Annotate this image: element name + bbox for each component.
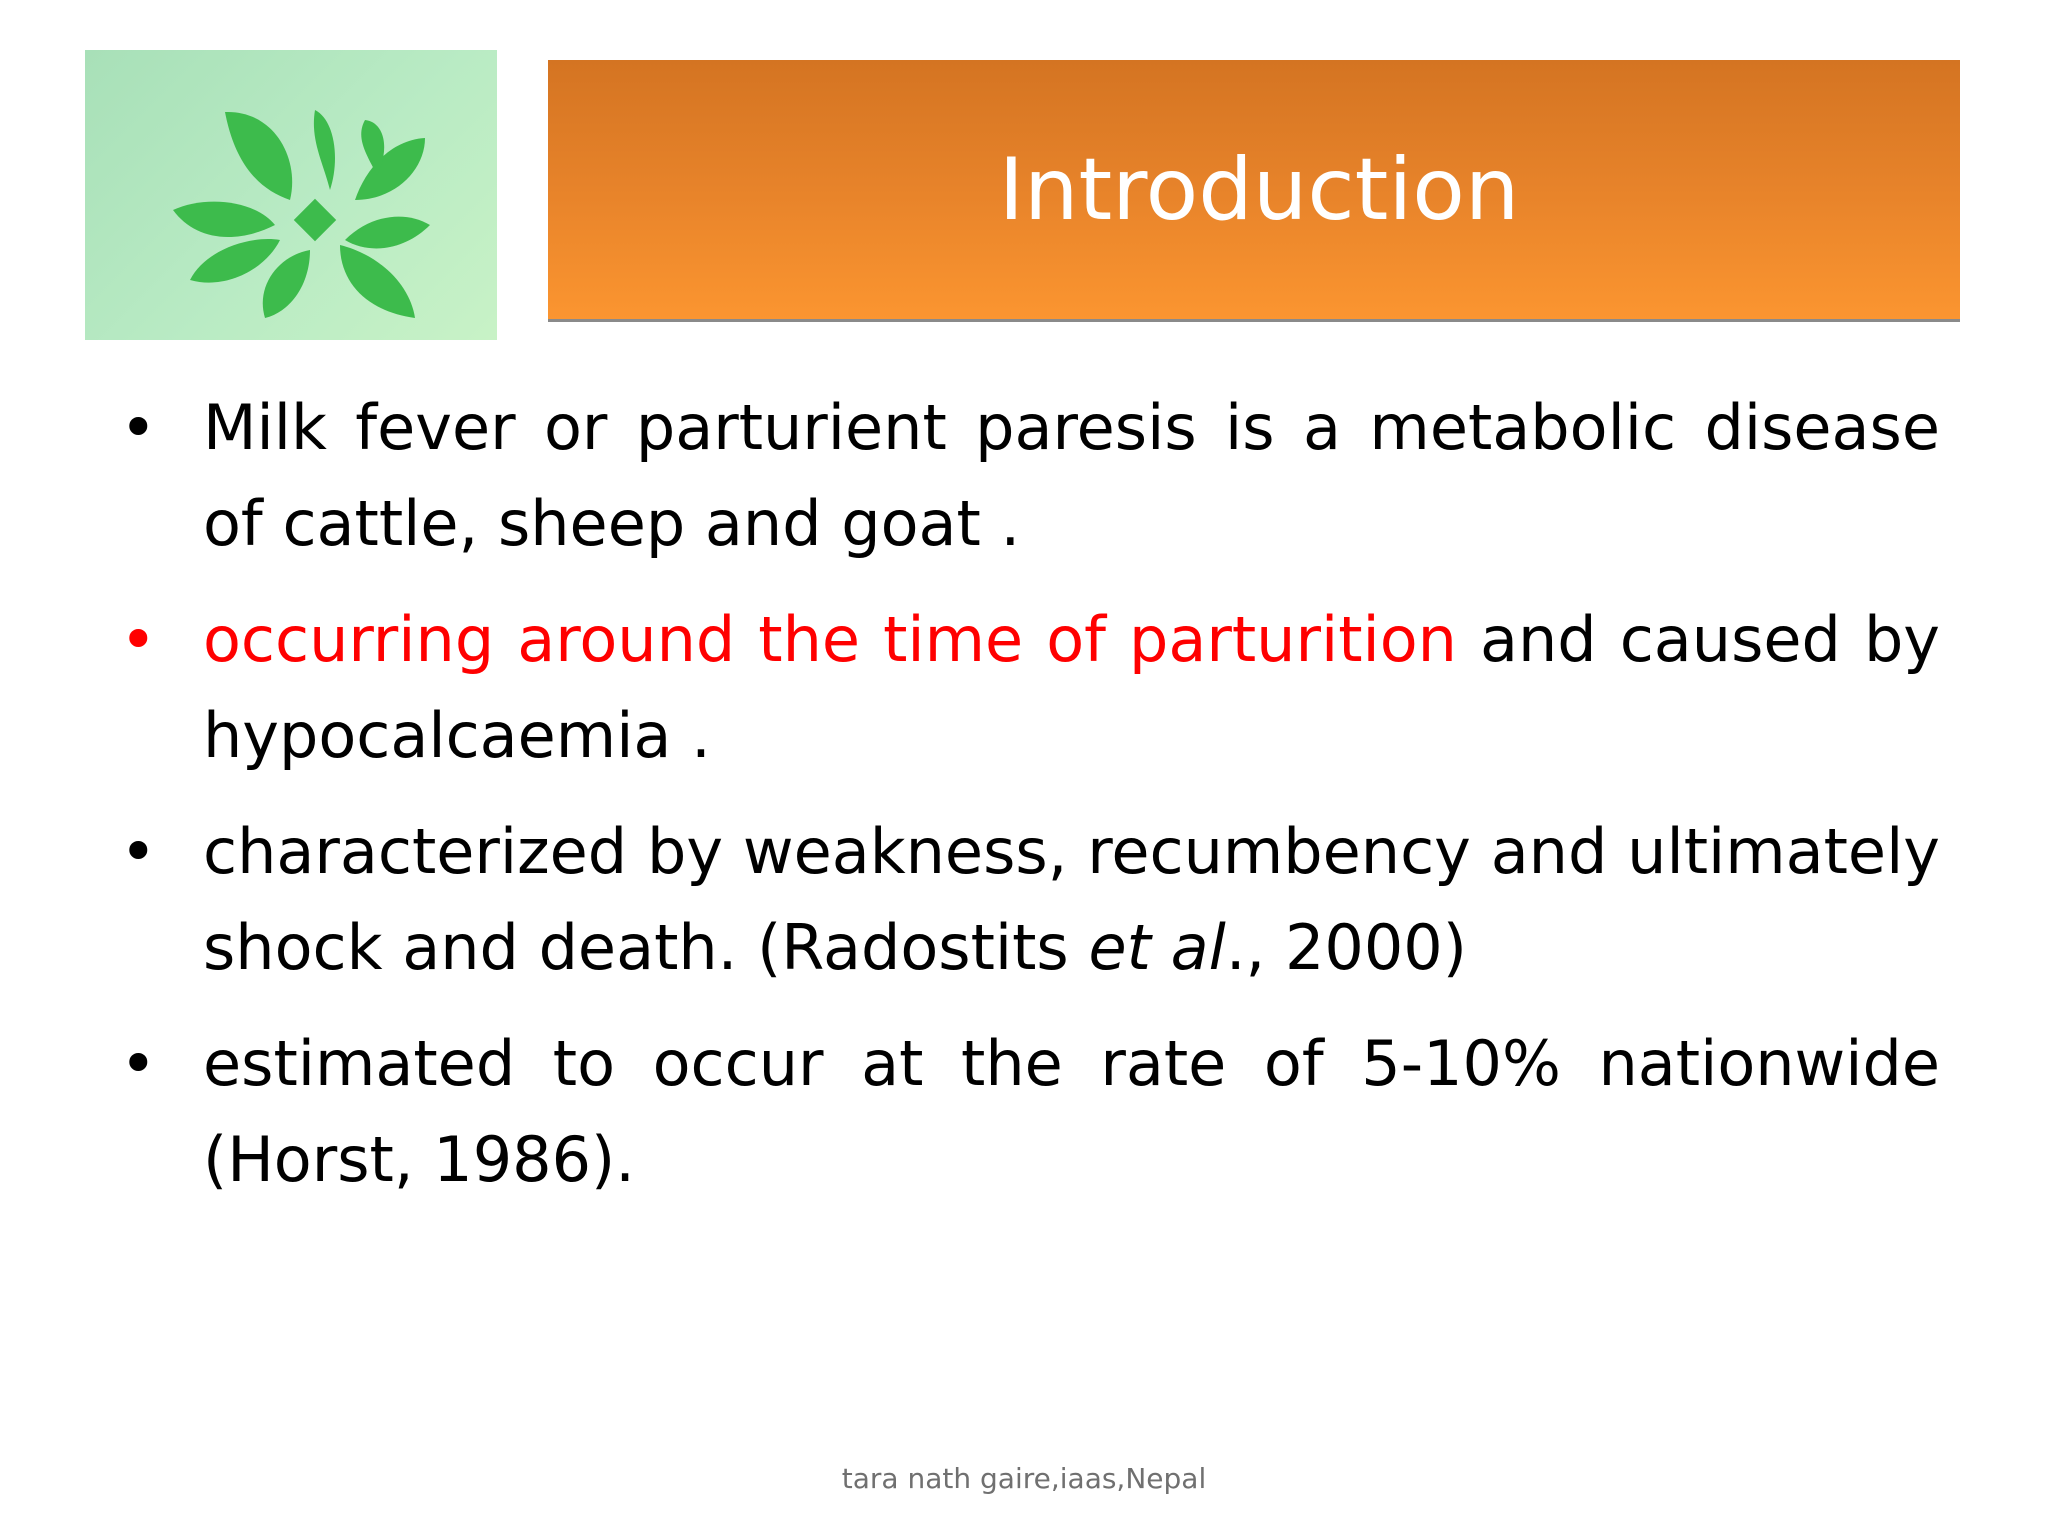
bullet-dot: •: [120, 603, 157, 676]
bullet-item: [120, 1016, 1940, 1208]
footer-credit: tara nath gaire,iaas,Nepal: [841, 1462, 1207, 1495]
bullet-text: Milk fever or parturient paresis is a metabolic disease of cattle, sheep and goat .: [203, 391, 1940, 560]
bullet-italic-text: et al: [1088, 911, 1226, 984]
bullet-highlight-text: occurring around the time of parturition: [203, 603, 1457, 676]
green-leaf-swastika-logo-icon: [85, 50, 497, 340]
bullet-dot: •: [120, 1027, 157, 1100]
bullet-dot: •: [120, 815, 157, 888]
bullet-item: [120, 804, 1940, 996]
bullet-text: estimated to occur at the rate of 5-10% nationwide (Horst, 1986).: [203, 1027, 1940, 1196]
slide-title: Introduction: [998, 139, 1520, 240]
bullet-text: characterized by weakness, recumbency and ultimately shock and death. (Radostits: [203, 815, 1940, 984]
bullet-list: [120, 380, 1940, 1228]
logo: [85, 50, 497, 340]
title-bar: [548, 60, 1960, 322]
bullet-dot: •: [120, 391, 157, 464]
bullet-text: ., 2000): [1225, 911, 1467, 984]
bullet-text: and caused by hypocalcaemia .: [203, 603, 1940, 772]
bullet-item: [120, 380, 1940, 572]
bullet-item: [120, 592, 1940, 784]
